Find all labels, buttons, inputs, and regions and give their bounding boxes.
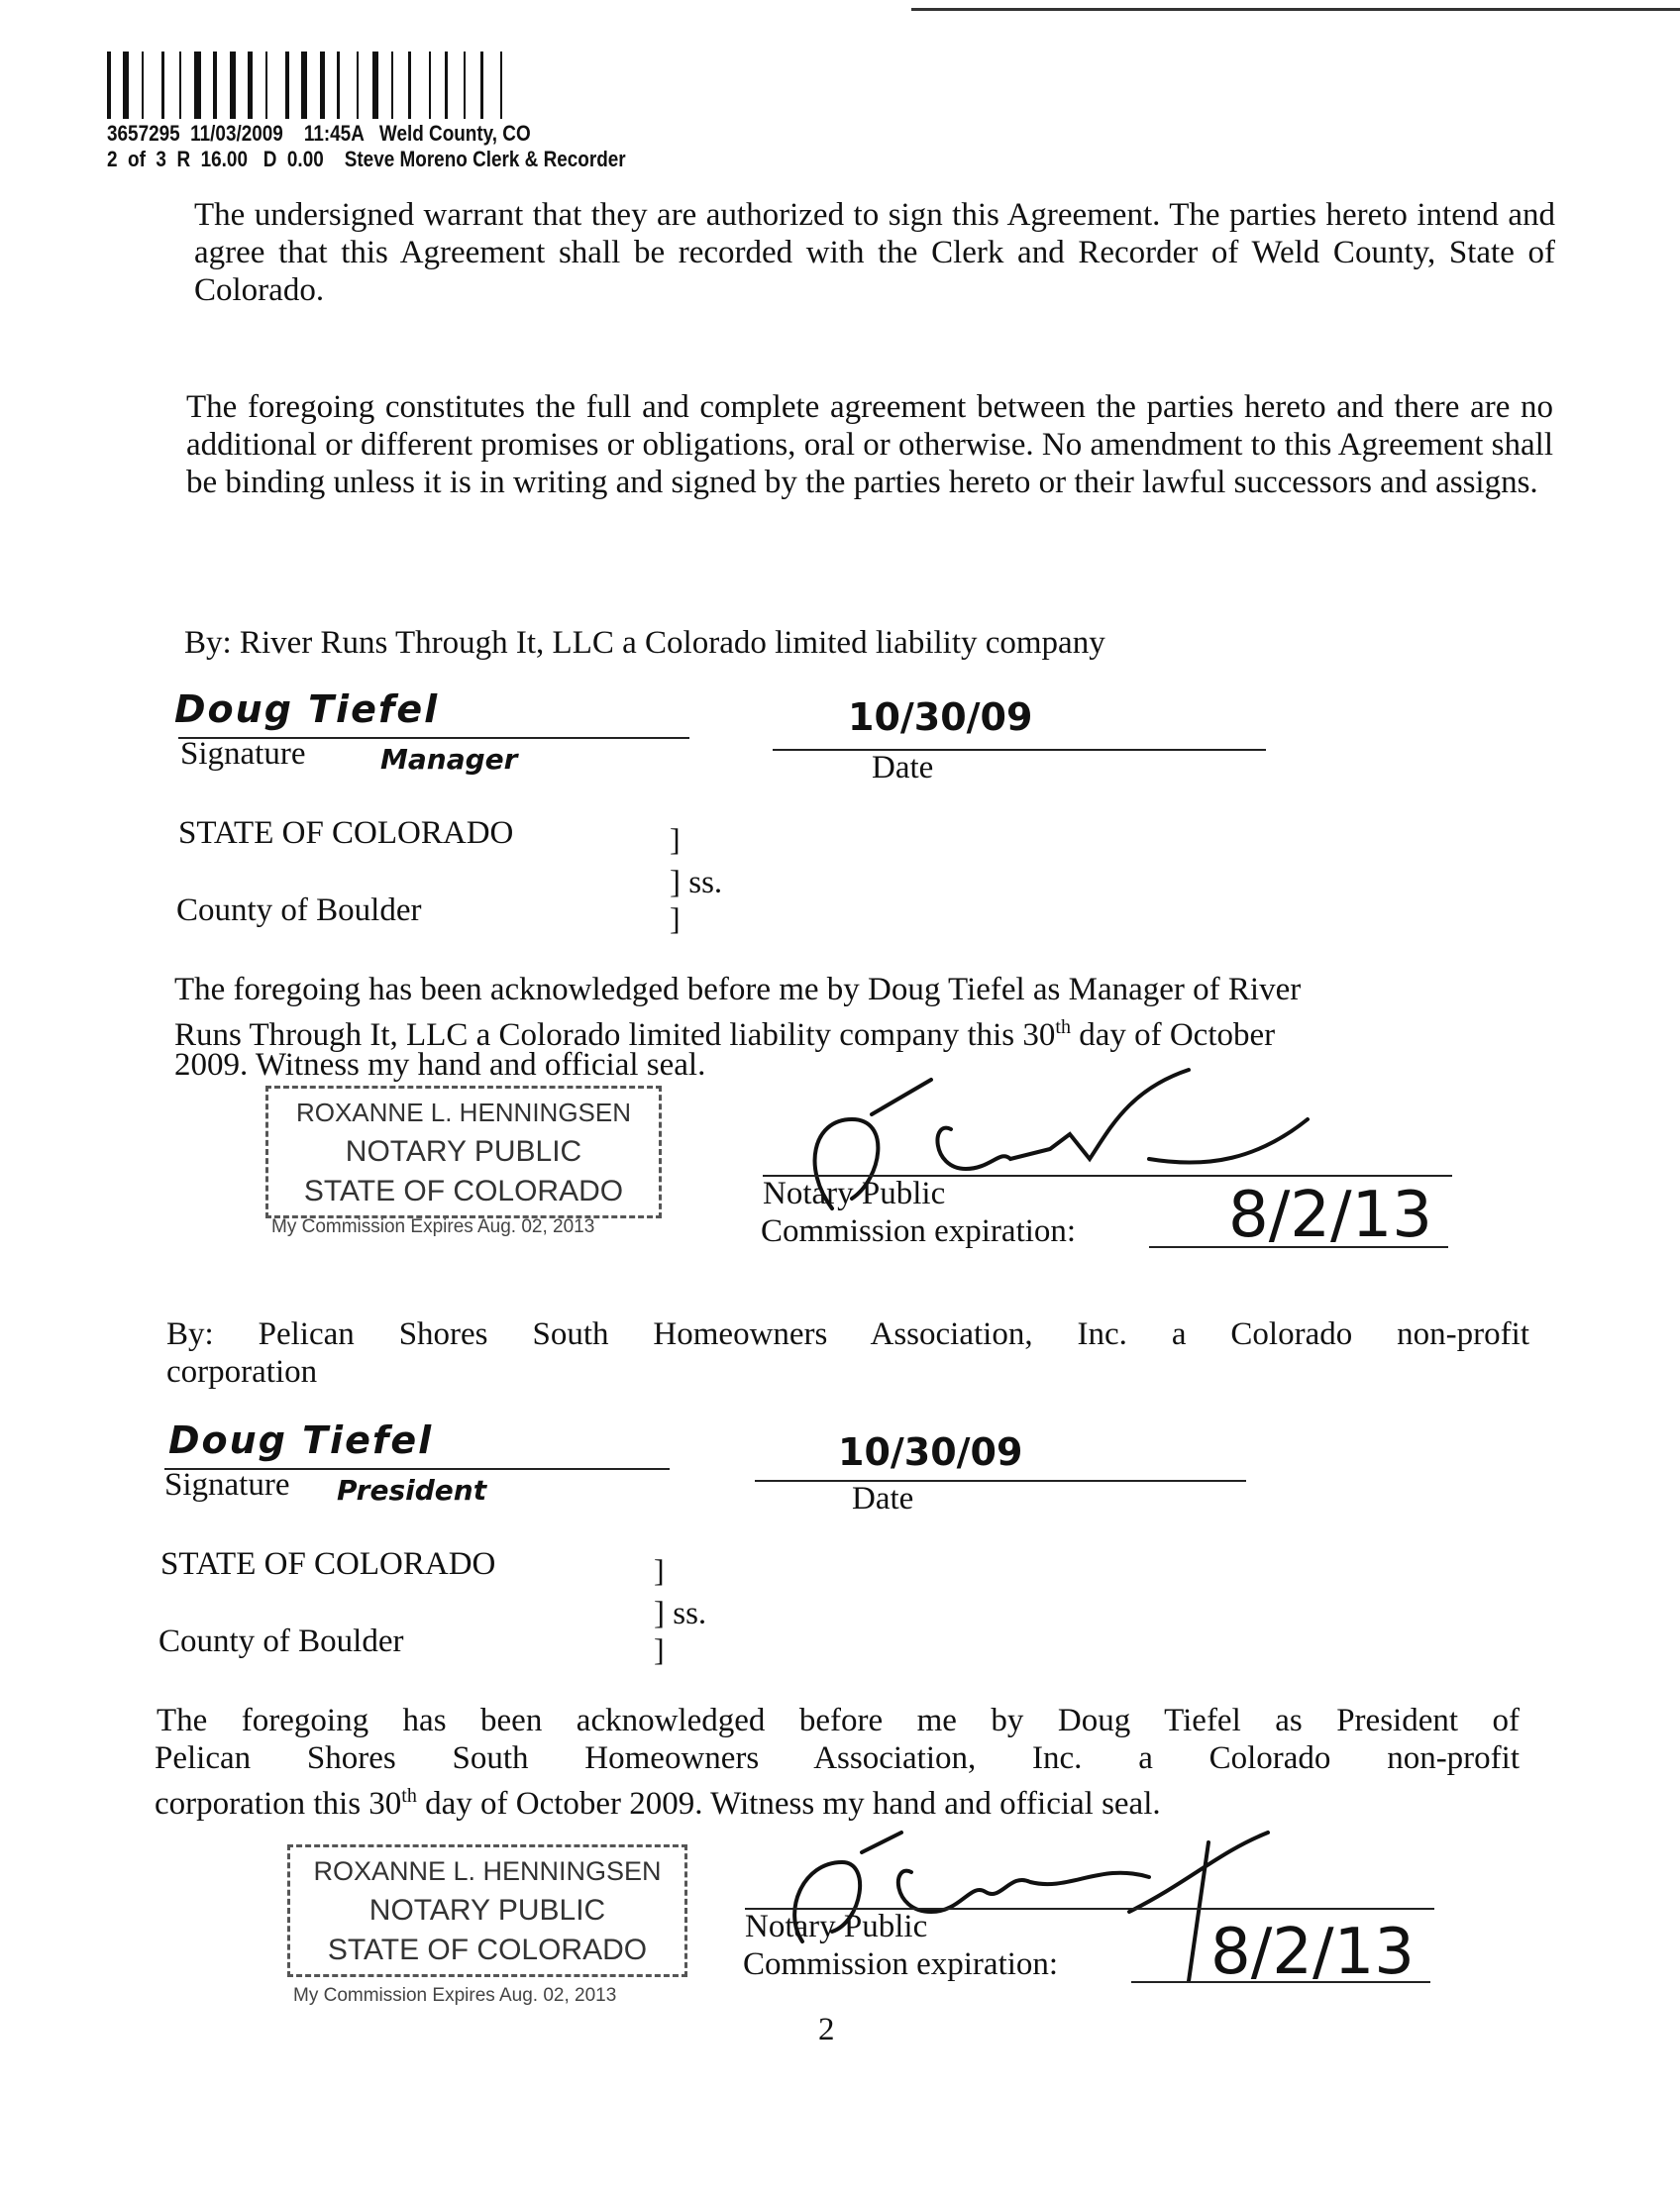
- president-signature-handwriting: Doug Tiefel: [168, 1418, 434, 1462]
- recording-info-line-2: 2 of 3 R 16.00 D 0.00 Steve Moreno Clerk & Recorder: [107, 147, 626, 171]
- manager-title-handwriting: Manager: [380, 743, 518, 776]
- manager-signature-handwriting: Doug Tiefel: [174, 687, 440, 731]
- date-line-2: [755, 1480, 1246, 1482]
- president-title-handwriting: President: [337, 1474, 487, 1507]
- county-of-boulder-2: County of Boulder: [158, 1624, 404, 1659]
- top-rule: [911, 8, 1680, 11]
- acknowledgment-line-1: The foregoing has been acknowledged before me by Doug Tiefel as Manager of River: [174, 972, 1302, 1007]
- by-river-runs-line: By: River Runs Through It, LLC a Colorado limited liability company: [184, 625, 1105, 661]
- stamp-notary-name-2: ROXANNE L. HENNINGSEN: [313, 1856, 662, 1886]
- signature-label-2: Signature: [164, 1467, 290, 1503]
- state-of-colorado-2: STATE OF COLORADO: [160, 1546, 496, 1582]
- stamp-notary-title: NOTARY PUBLIC: [345, 1135, 582, 1168]
- notary-public-label-2: Notary Public: [745, 1909, 928, 1944]
- by-pelican-shores-line-2: corporation: [166, 1354, 318, 1390]
- acknowledgment-2-line-2: Pelican Shores South Homeowners Association, Inc. a Colorado non-profit: [155, 1740, 1520, 1776]
- bracket-bottom: ]: [670, 900, 681, 936]
- notary-public-label: Notary Public: [763, 1176, 946, 1211]
- authorization-paragraph: The undersigned warrant that they are authorized to sign this Agreement. The parties hereto intend and agree that this Agreement shall be recorded with the Clerk and Recorder of Weld County, State of Colorado.: [194, 197, 1555, 308]
- county-of-boulder: County of Boulder: [176, 892, 422, 928]
- notary-stamp-2: [287, 1844, 687, 1977]
- acknowledgment-2-line-3: corporation this 30th day of October 2009. Witness my hand and official seal.: [155, 1785, 1161, 1822]
- stamp-notary-title-2: NOTARY PUBLIC: [368, 1894, 606, 1927]
- date-line: [773, 749, 1266, 751]
- signature-label: Signature: [180, 736, 306, 772]
- full-agreement-paragraph: The foregoing constitutes the full and complete agreement between the parties hereto and there are no additional or different promises or obligations, oral or otherwise. No amendment to this Agreement shall be binding unless it is in writing and signed by the parties hereto or their lawful successors and assigns.: [186, 389, 1553, 500]
- acknowledgment-2-line-1: The foregoing has been acknowledged before me by Doug Tiefel as President of: [157, 1703, 1520, 1738]
- bracket-top: ]: [670, 821, 681, 857]
- stamp-state: STATE OF COLORADO: [303, 1175, 624, 1207]
- recording-barcode: [107, 52, 790, 119]
- date-label-2: Date: [852, 1481, 914, 1517]
- stamp-commission-expires: My Commission Expires Aug. 02, 2013: [271, 1216, 595, 1237]
- stamp-commission-expires-2: My Commission Expires Aug. 02, 2013: [293, 1985, 617, 2006]
- bracket-bottom-2: ]: [654, 1631, 665, 1667]
- stamp-notary-name: ROXANNE L. HENNINGSEN: [295, 1098, 632, 1127]
- recording-info-line-1: 3657295 11/03/2009 11:45A Weld County, CO: [107, 121, 531, 146]
- date-label: Date: [872, 750, 934, 786]
- acknowledgment-line-3: 2009. Witness my hand and official seal.: [174, 1047, 706, 1083]
- acknowledgment-line-2: Runs Through It, LLC a Colorado limited liability company this 30th day of October: [174, 1016, 1276, 1053]
- commission-expiration-handwriting: 8/2/13: [1228, 1179, 1432, 1252]
- bracket-top-2: ]: [654, 1552, 665, 1588]
- notary-stamp: [265, 1086, 662, 1218]
- commission-expiration-label: Commission expiration:: [761, 1213, 1077, 1249]
- ss-notation-2: ] ss.: [654, 1596, 707, 1631]
- commission-expiration-label-2: Commission expiration:: [743, 1946, 1059, 1982]
- signing-date-handwriting: 10/30/09: [848, 695, 1033, 739]
- by-pelican-shores-line-1: By: Pelican Shores South Homeowners Association, Inc. a Colorado non-profit: [166, 1316, 1529, 1352]
- stamp-state-2: STATE OF COLORADO: [327, 1934, 648, 1966]
- ss-notation: ] ss.: [670, 865, 723, 900]
- signing-date-handwriting-2: 10/30/09: [838, 1430, 1023, 1474]
- page-number: 2: [818, 2012, 835, 2047]
- commission-expiration-handwriting-2: 8/2/13: [1210, 1916, 1415, 1989]
- state-of-colorado: STATE OF COLORADO: [178, 815, 514, 851]
